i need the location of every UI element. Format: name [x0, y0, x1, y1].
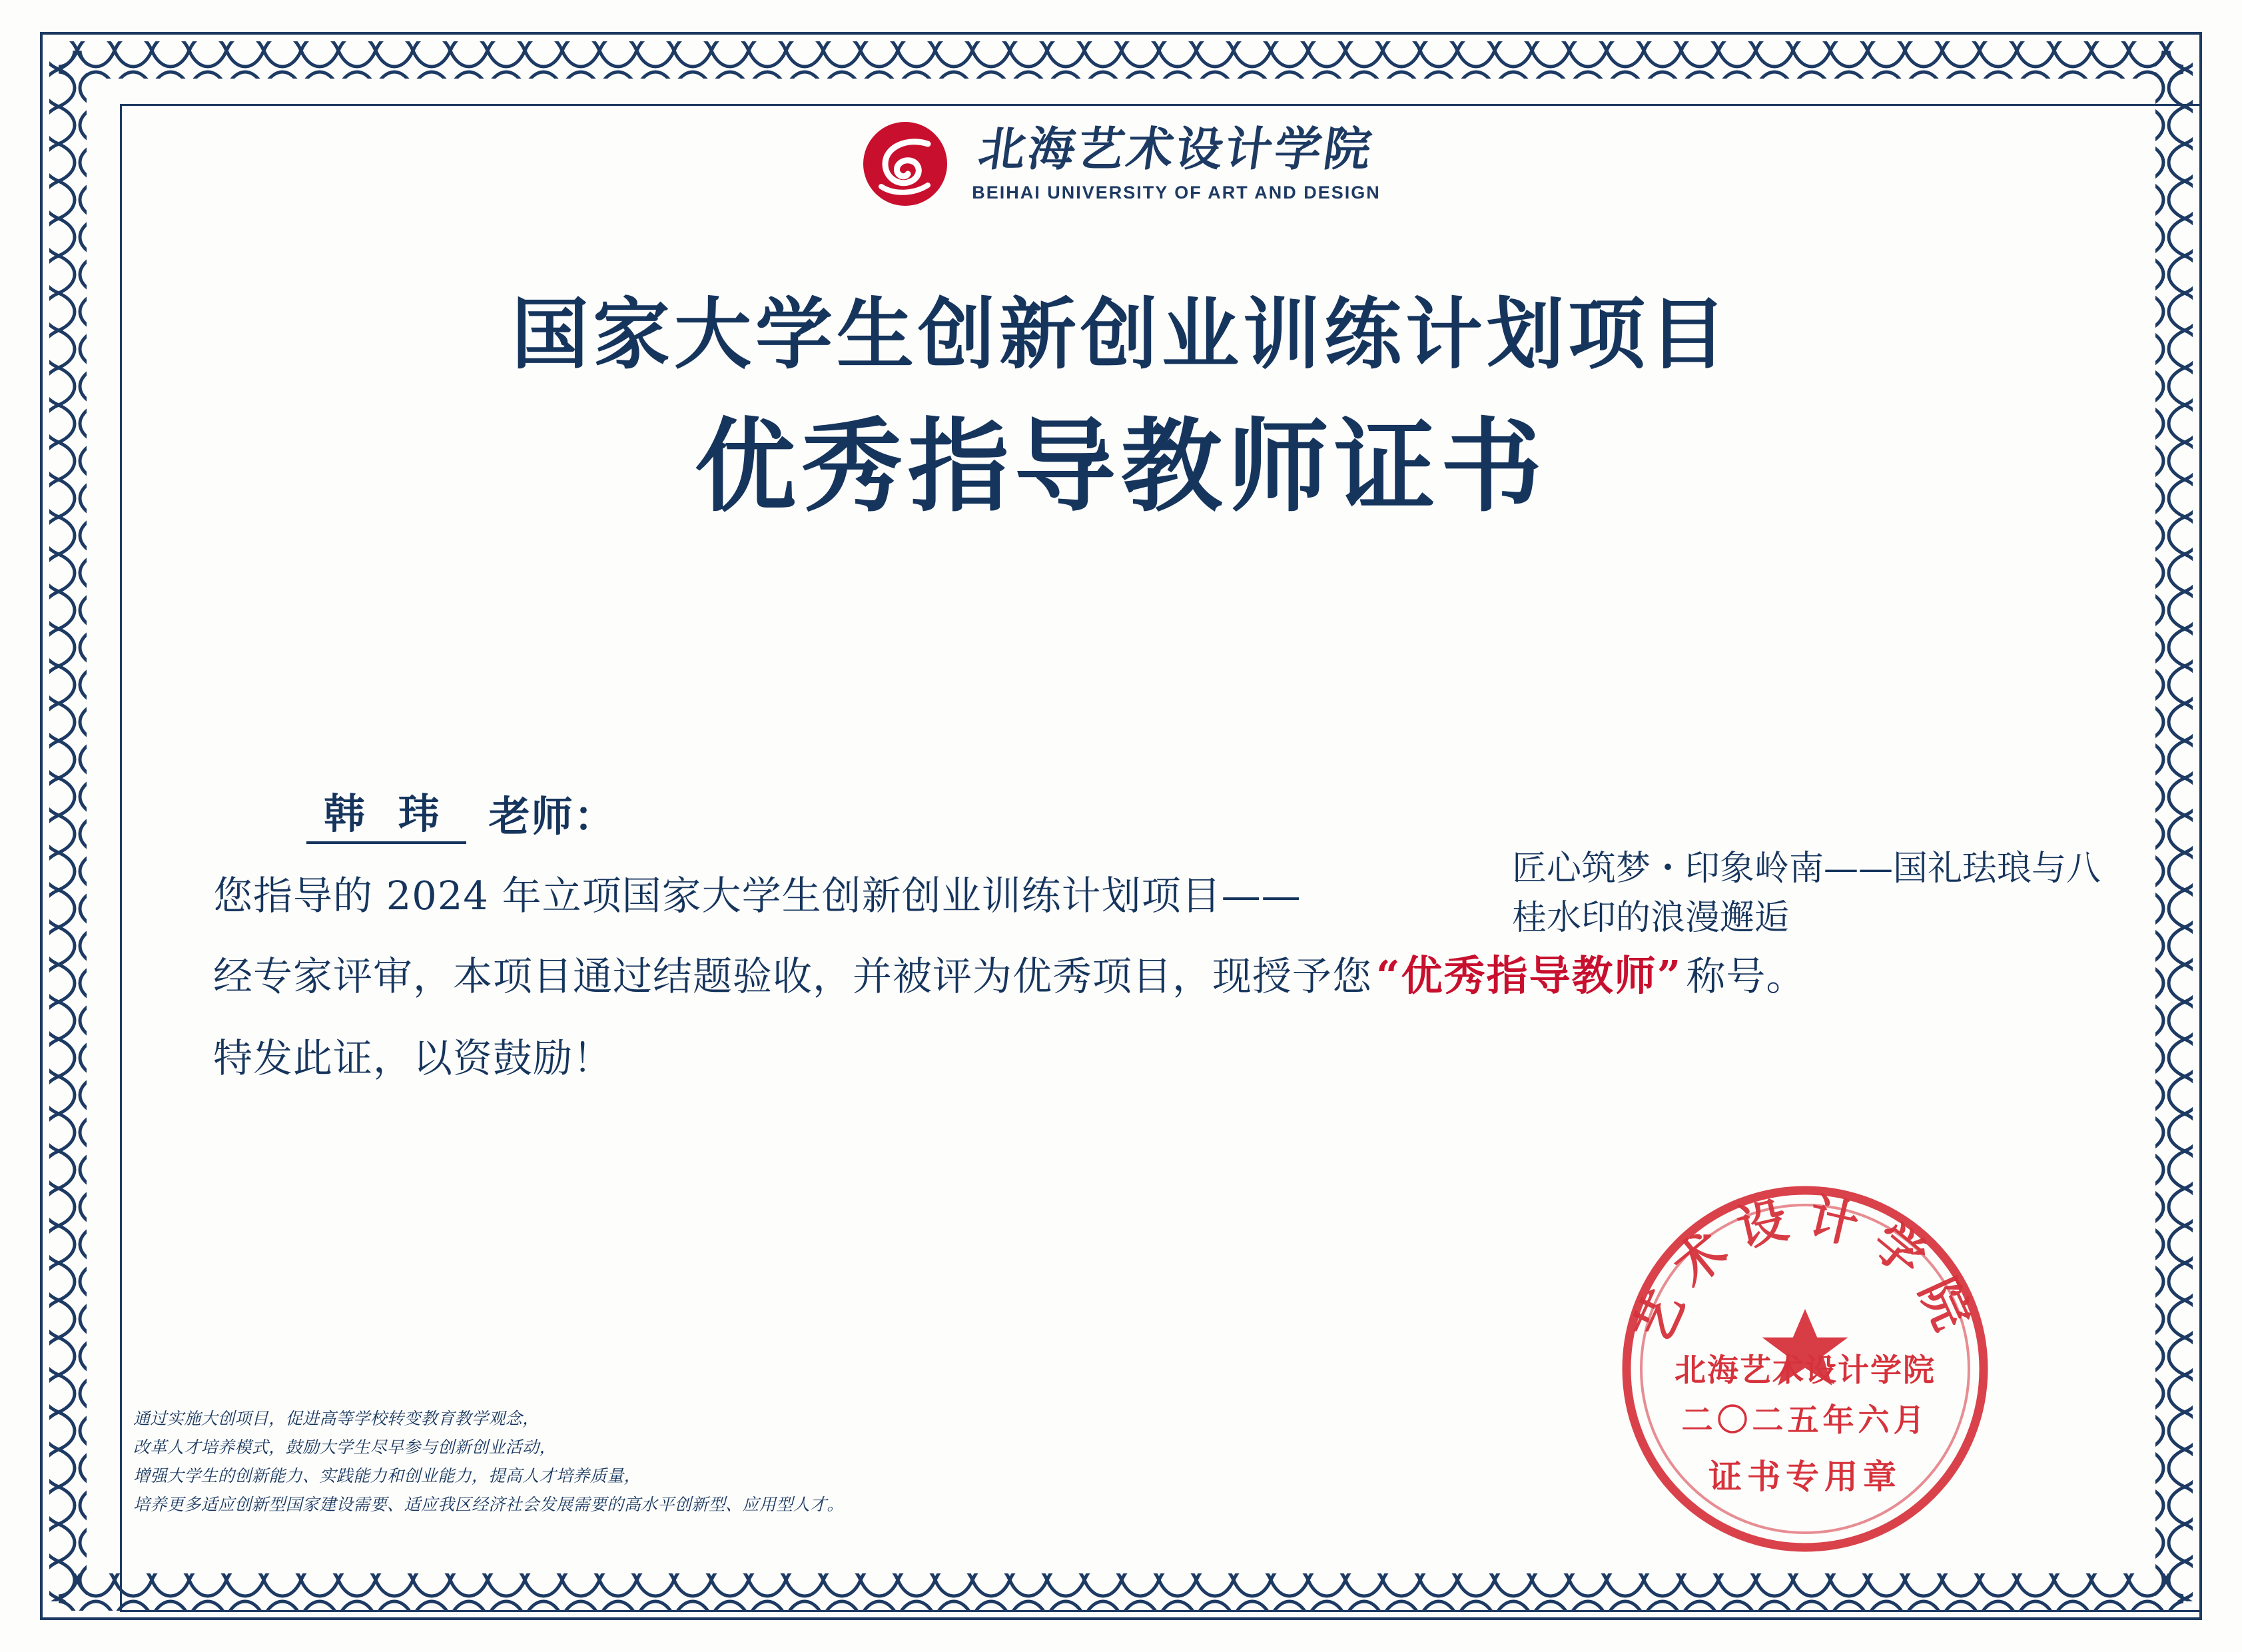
seal-institution-line: 北海艺术设计学院 — [1675, 1352, 1936, 1389]
body-line-2-prefix: 经专家评审，本项目通过结题验收，并被评为优秀项目，现授予您 — [213, 953, 1373, 999]
page-subtitle: 优秀指导教师证书 — [695, 406, 1547, 526]
spiral-wave-logo-icon — [861, 120, 949, 208]
salutation-row — [133, 783, 2118, 844]
page-title: 国家大学生创新创业训练计划项目 — [512, 289, 1730, 380]
body-line-3: 特发此证，以资鼓励！ — [213, 1035, 613, 1082]
footnote-line: 培养更多适应创新型国家建设需要、适应我区经济社会发展需要的高水平创新型、应用型人才。 — [133, 1495, 844, 1514]
certificate-title-block — [0, 286, 2242, 527]
teacher-name: 韩 玮 — [306, 793, 466, 844]
seal-purpose-line: 证书专用章 — [1708, 1457, 1902, 1496]
footnote-line: 通过实施大创项目，促进高等学校转变教育教学观念， — [133, 1409, 540, 1428]
body-line-2-suffix: 称号。 — [1686, 953, 1806, 999]
svg-text:艺术设计学院: 艺术设计学院 — [1623, 1188, 1987, 1352]
project-name: 匠心筑梦・印象岭南——国礼珐琅与八桂水印的浪漫邂逅 — [1512, 849, 2101, 938]
footnote-line: 改革人才培养模式，鼓励大学生尽早参与创新创业活动， — [133, 1438, 557, 1457]
body-line-2 — [133, 943, 2118, 1009]
logo-english-name: BEIHAI UNIVERSITY OF ART AND DESIGN — [972, 183, 1381, 203]
institution-logo — [0, 120, 2242, 208]
logo-chinese-name: 北海艺术设计学院 — [975, 121, 1377, 177]
salutation-suffix: 老师： — [488, 792, 617, 841]
official-seal — [1612, 1176, 1998, 1562]
footnote-line: 增强大学生的创新能力、实践能力和创业能力，提高人才培养质量， — [133, 1466, 641, 1485]
honor-title: “优秀指导教师” — [1376, 951, 1682, 1000]
seal-date-line: 二〇二五年六月 — [1681, 1402, 1929, 1439]
footnote-block — [133, 1404, 1132, 1519]
body-line-1-text: 您指导的 2024 年立项国家大学生创新创业训练计划项目—— — [213, 873, 1302, 919]
